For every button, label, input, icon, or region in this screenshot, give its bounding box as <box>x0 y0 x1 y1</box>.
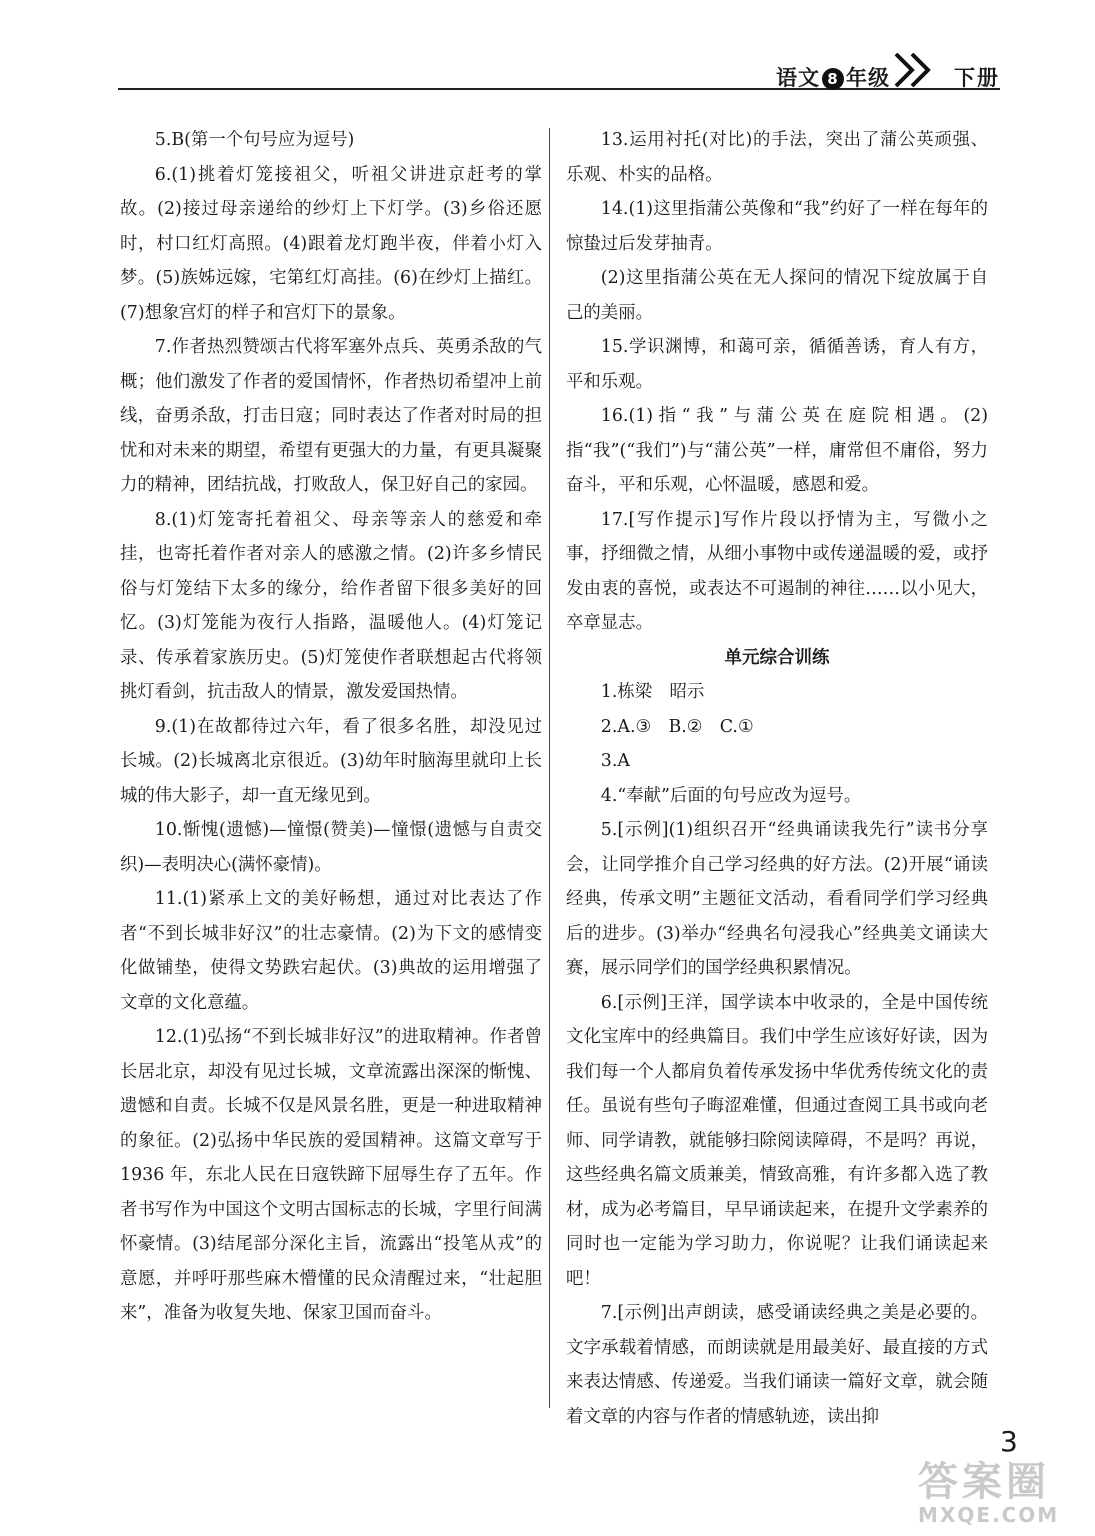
answer-paragraph: 3.A <box>600 751 630 771</box>
watermark <box>918 1460 1059 1526</box>
volume-label: 下册 <box>954 66 1000 90</box>
column-divider <box>549 128 550 1408</box>
watermark-logo-text: 答案圈 <box>918 1459 1050 1505</box>
answer-paragraph: 14.(1)这里指蒲公英像和“我”约好了一样在每年的惊蛰过后发芽抽青。 <box>566 199 988 254</box>
page-header <box>118 58 1000 90</box>
answer-paragraph: 16.(1)指“我”与蒲公英在庭院相遇。(2)指“我”(“我们”)与“蒲公英”一样，庸常但不庸俗，努力奋斗，平和乐观，心怀温暖，感恩和爱。 <box>566 406 988 495</box>
answer-paragraph: 2.A.③ B.② C.① <box>600 716 754 737</box>
answer-paragraph: 13.运用衬托(对比)的手法，突出了蒲公英顽强、乐观、朴实的品格。 <box>566 130 988 185</box>
answer-paragraph: (2)这里指蒲公英在无人探问的情况下绽放属于自己的美丽。 <box>566 268 988 323</box>
answer-paragraph: 17.[写作提示]写作片段以抒情为主，写微小之事，抒细微之情，从细小事物中或传递温暖的爱，或抒发由衷的喜悦，或表达不可遏制的神往……以小见大，卒章显志。 <box>566 509 988 633</box>
answer-paragraph: 9.(1)在故都待过六年，看了很多名胜，却没见过长城。(2)长城离北京很近。(3)幼年时脑海里就印上长城的伟大影子，却一直无缘见到。 <box>120 716 542 806</box>
grade-number-badge: 8 <box>822 68 844 90</box>
answer-paragraph: 10.惭愧(遗憾)—憧憬(赞美)—憧憬(遗憾与自责交织)—表明决心(满怀豪情)。 <box>120 820 542 875</box>
answer-paragraph: 12.(1)弘扬“不到长城非好汉”的进取精神。作者曾长居北京，却没有见过长城，文章流露出深深的惭愧、遗憾和自责。长城不仅是风景名胜，更是一种进取精神的象征。(2)弘扬中华民族的爱国精神。这篇文章写于 1936 年，东北人民在日寇铁蹄下屈辱生存了五年。作者书写作为中国这个文明古国标志的长城，字里行间满怀豪情。(3)结尾部分深化主旨，流露出“投笔从戎”的意愿，并呼吁那些麻木懵懂的民众清醒过来，“壮起胆来”，准备为收复失地、保家卫国而奋斗。 <box>120 1027 542 1323</box>
header-title <box>776 62 890 92</box>
answer-paragraph: 6.[示例]王洋，国学读本中收录的，全是中国传统文化宝库中的经典篇目。我们中学生应该好好读，因为我们每一个人都肩负着传承发扬中华优秀传统文化的责任。虽说有些句子晦涩难懂，但通过查阅工具书或向老师、同学请教，就能够扫除阅读障碍，不是吗？再说，这些经典名篇文质兼美，情致高雅，有许多都入选了教材，成为必考篇目，早早诵读起来，在提升文学素养的同时也一定能为学习助力，你说呢？让我们诵读起来吧！ <box>566 992 988 1289</box>
answer-paragraph: 15.学识渊博，和蔼可亲，循循善诱，育人有方，平和乐观。 <box>566 337 988 392</box>
answer-paragraph: 8.(1)灯笼寄托着祖父、母亲等亲人的慈爱和牵挂，也寄托着作者对亲人的感激之情。(2)许多乡情民俗与灯笼结下太多的缘分，给作者留下很多美好的回忆。(3)灯笼能为夜行人指路，温暖他人。(4)灯笼记录、传承着家族历史。(5)灯笼使作者联想起古代将领挑灯看剑，抗击敌人的情景，激发爱国热情。 <box>120 509 542 702</box>
answer-paragraph: 7.[示例]出声朗读，感受诵读经典之美是必要的。文字承载着情感，而朗读就是用最美好、最直接的方式来表达情感、传递爱。当我们诵读一篇好文章，就会随着文章的内容与作者的情感轨迹，读出抑 <box>566 1303 988 1427</box>
double-chevron-icon <box>892 50 938 90</box>
answer-paragraph: 1.栋梁 昭示 <box>600 682 705 702</box>
answer-paragraph: 5.B(第一个句号应为逗号) <box>154 130 355 150</box>
answer-paragraph: 4.“奉献”后面的句号应改为逗号。 <box>600 785 862 806</box>
grade-suffix: 年级 <box>846 66 890 90</box>
answer-paragraph: 7.作者热烈赞颂古代将军塞外点兵、英勇杀敌的气概；他们激发了作者的爱国情怀，作者热切希望冲上前线，奋勇杀敌，打击日寇；同时表达了作者对时局的担忧和对未来的期望，希望有更强大的力量，有更具凝聚力的精神，团结抗战，打败敌人，保卫好自己的家园。 <box>120 337 542 495</box>
watermark-url: MXQE.COM <box>918 1503 1060 1527</box>
answer-paragraph: 5.[示例](1)组织召开“经典诵读我先行”读书分享会，让同学推介自己学习经典的好方法。(2)开展“诵读经典，传承文明”主题征文活动，看看同学们学习经典后的进步。(3)举办“经典名句浸我心”经典美文诵读大赛，展示同学们的国学经典积累情况。 <box>566 820 988 978</box>
left-column <box>120 123 542 1331</box>
answer-paragraph: 11.(1)紧承上文的美好畅想，通过对比表达了作者“不到长城非好汉”的壮志豪情。(2)为下文的感情变化做铺垫，使得文势跌宕起伏。(3)典故的运用增强了文章的文化意蕴。 <box>120 889 542 1013</box>
answer-paragraph: 6.(1)挑着灯笼接祖父，听祖父讲进京赶考的掌故。(2)接过母亲递给的纱灯上下灯学。(3)乡俗还愿时，村口红灯高照。(4)跟着龙灯跑半夜，伴着小灯入梦。(5)族姊远嫁，宅第红灯高挂。(6)在纱灯上描红。(7)想象宫灯的样子和宫灯下的景象。 <box>120 164 542 323</box>
page-number: 3 <box>1000 1425 1018 1458</box>
right-column <box>566 123 988 1434</box>
subject-label: 语文 <box>776 66 820 90</box>
section-title: 单元综合训练 <box>724 647 830 668</box>
